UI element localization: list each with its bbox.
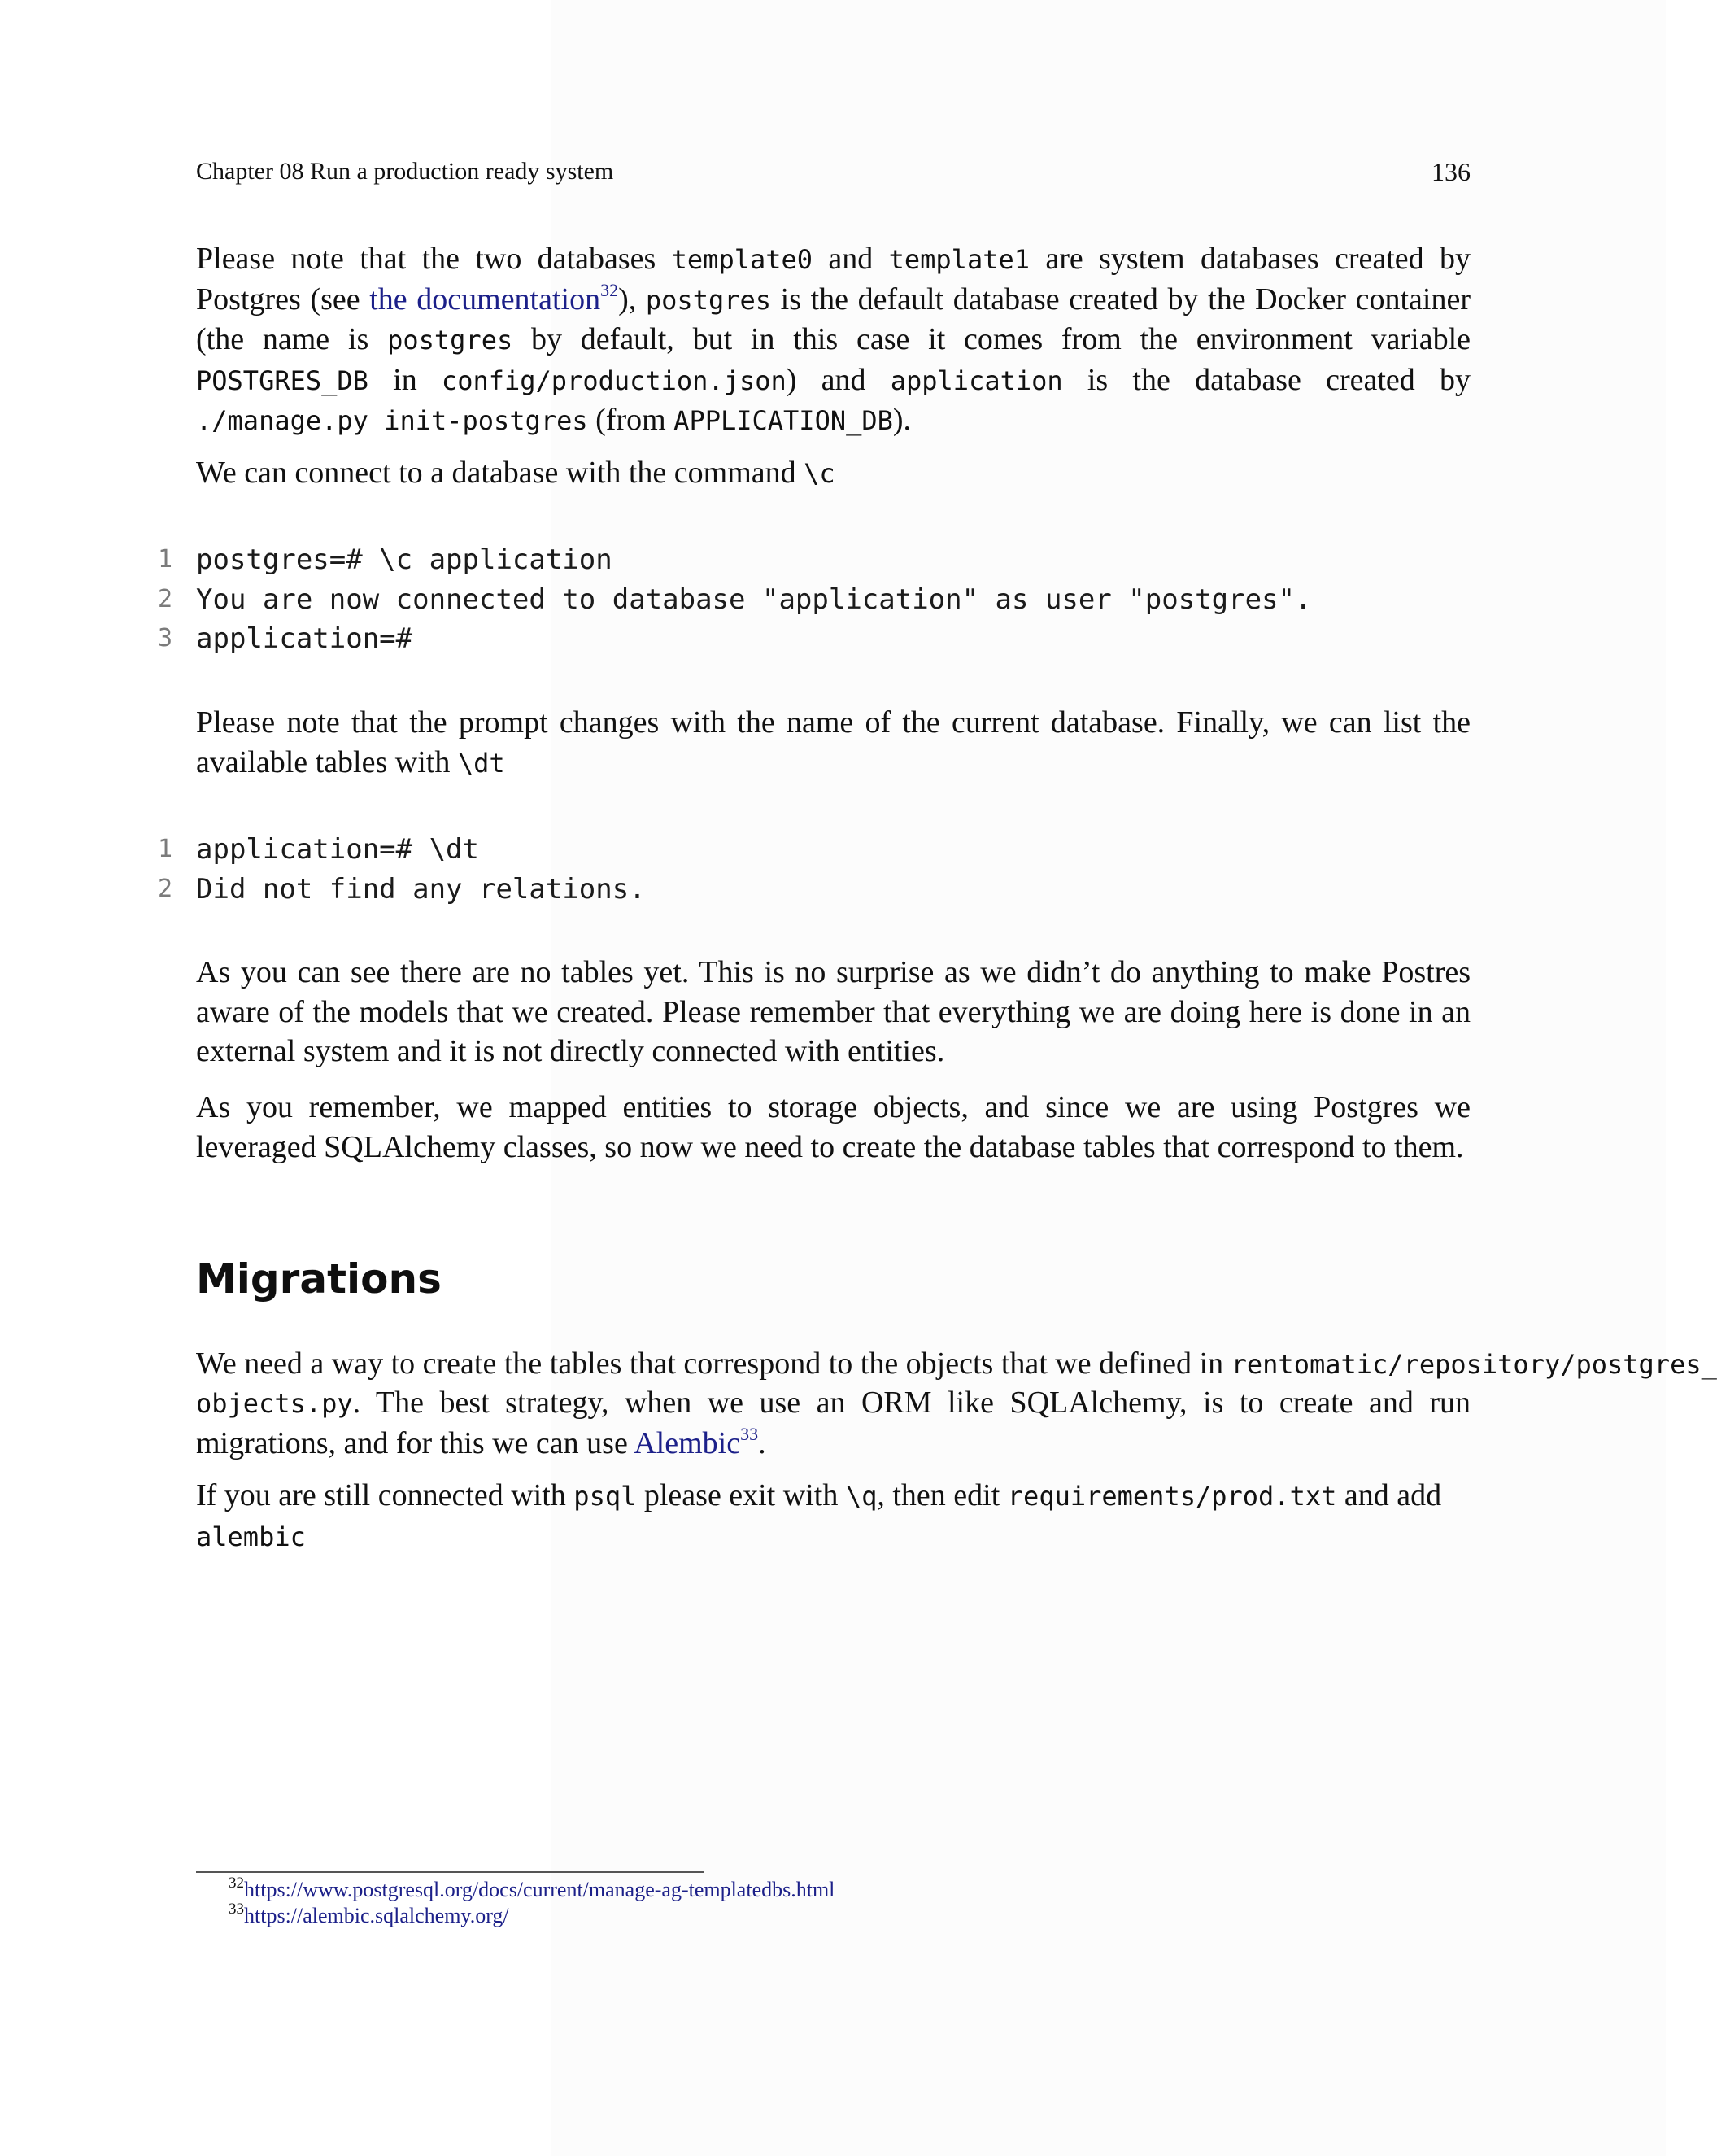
paragraph-text: ) and	[786, 362, 891, 397]
section-heading: Migrations	[196, 1255, 442, 1303]
code-line	[138, 619, 1480, 659]
code-block-connect	[138, 540, 1480, 659]
code-block-tables	[138, 830, 1480, 909]
page-header	[196, 155, 1471, 188]
code-line	[138, 580, 1480, 620]
paragraph-text: If you are still connected with	[196, 1478, 574, 1512]
no-tables-paragraph: As you can see there are no tables yet. This is no surprise as we didn’t do anything to make Postres aware of the models that we created. Please remember that everything we are doing here is done in an external system and it is not directly connected with entities.	[196, 955, 1471, 1068]
footnotes	[229, 1874, 961, 1929]
inline-code-repository-path: rentomatic/repository/postgres_	[1231, 1349, 1717, 1380]
inline-code-quit-command: \q	[845, 1481, 878, 1512]
alembic-link[interactable]: Alembic	[634, 1425, 741, 1460]
inline-code-objects-file: objects.py	[196, 1388, 353, 1419]
paragraph-text: We need a way to create the tables that correspond to the objects that we defined in	[196, 1346, 1231, 1381]
code-line-text: application=# \dt	[196, 833, 479, 866]
paragraph-text: , then edit	[877, 1478, 1008, 1512]
paragraph-text: ).	[892, 403, 912, 437]
chapter-title: Chapter 08 Run a production ready system	[196, 158, 614, 185]
footnote-number: 33	[229, 1901, 244, 1918]
inline-code-psql: psql	[573, 1481, 637, 1512]
code-line-number: 2	[157, 874, 172, 903]
code-line-number: 1	[157, 545, 172, 574]
migrations-paragraph-line1	[196, 1344, 1717, 1385]
footnote-url[interactable]: https://www.postgresql.org/docs/current/manage-ag-templatedbs.html	[244, 1878, 835, 1901]
code-line-text: postgres=# \c application	[196, 543, 612, 576]
connect-command-paragraph	[196, 453, 1471, 494]
code-line	[138, 870, 1480, 910]
paragraph-text: and add	[1336, 1478, 1442, 1512]
databases-paragraph	[196, 239, 1471, 441]
inline-code-application: application	[890, 364, 1063, 396]
inline-code-application-db: APPLICATION_DB	[673, 405, 893, 436]
paragraph-text: .	[758, 1425, 766, 1460]
paragraph-text: in	[368, 362, 442, 397]
paragraph-text: and	[813, 242, 889, 276]
code-line	[138, 540, 1480, 580]
footnote-33	[229, 1903, 961, 1929]
inline-code-list-tables-command: \dt	[457, 747, 505, 779]
paragraph-text: Please note that the two databases	[196, 242, 672, 276]
paragraph-text: please exit with	[636, 1478, 846, 1512]
footnote-url[interactable]: https://alembic.sqlalchemy.org/	[244, 1904, 509, 1927]
code-line-number: 3	[157, 624, 172, 652]
inline-code-connect-command: \c	[804, 458, 835, 489]
inline-code-template1: template1	[888, 244, 1030, 275]
footnote-ref-33[interactable]: 33	[740, 1423, 759, 1444]
paragraph-text: (from	[587, 403, 674, 437]
footnote-divider	[196, 1871, 704, 1873]
prompt-change-paragraph	[196, 703, 1471, 783]
inline-code-requirements-file: requirements/prod.txt	[1007, 1481, 1337, 1512]
code-line	[138, 830, 1480, 870]
requirements-paragraph	[196, 1476, 1471, 1556]
inline-code-postgres-db: POSTGRES_DB	[196, 364, 368, 396]
page-number: 136	[1432, 157, 1471, 186]
paragraph-text: We can connect to a database with the command	[196, 456, 804, 490]
code-line-text: Did not find any relations.	[196, 872, 646, 906]
code-line-text: You are now connected to database "application" as user "postgres".	[196, 583, 1312, 616]
footnote-number: 32	[229, 1874, 244, 1892]
sqlalchemy-paragraph: As you remember, we mapped entities to storage objects, and since we are using Postgres we leveraged SQLAlchemy classes, so now we need to create the database tables that correspond to them.	[196, 1090, 1471, 1164]
code-line-number: 1	[157, 835, 172, 863]
paragraph-text: is the database created by	[1062, 362, 1471, 397]
paragraph-text: are system databases created by Postgres (see	[196, 242, 1471, 316]
paragraph-text: ),	[618, 282, 646, 316]
inline-code-postgres: postgres	[645, 284, 772, 316]
inline-code-template0: template0	[671, 244, 813, 275]
inline-code-postgres: postgres	[387, 325, 513, 356]
documentation-link[interactable]: the documentation	[369, 282, 601, 316]
inline-code-alembic: alembic	[196, 1521, 306, 1552]
paragraph-text: Please note that the prompt changes with the name of the current database. Finally, we can list the available tables with	[196, 705, 1471, 779]
code-line-number: 2	[157, 584, 172, 613]
inline-code-config-path: config/production.json	[441, 364, 787, 396]
footnote-32	[229, 1874, 961, 1903]
inline-code-manage-command: ./manage.py init-postgres	[196, 405, 588, 436]
code-line-text: application=#	[196, 622, 413, 655]
paragraph-text: is the default database created by the Docker container (the name is	[196, 282, 1471, 356]
footnote-ref-32[interactable]: 32	[600, 279, 619, 300]
migrations-paragraph-continuation	[196, 1383, 1471, 1463]
paragraph-text: by default, but in this case it comes from the environment variable	[512, 322, 1471, 356]
paragraph-text: . The best strategy, when we use an ORM like SQLAlchemy, is to create and run migrations, and for this we can use	[196, 1386, 1471, 1460]
